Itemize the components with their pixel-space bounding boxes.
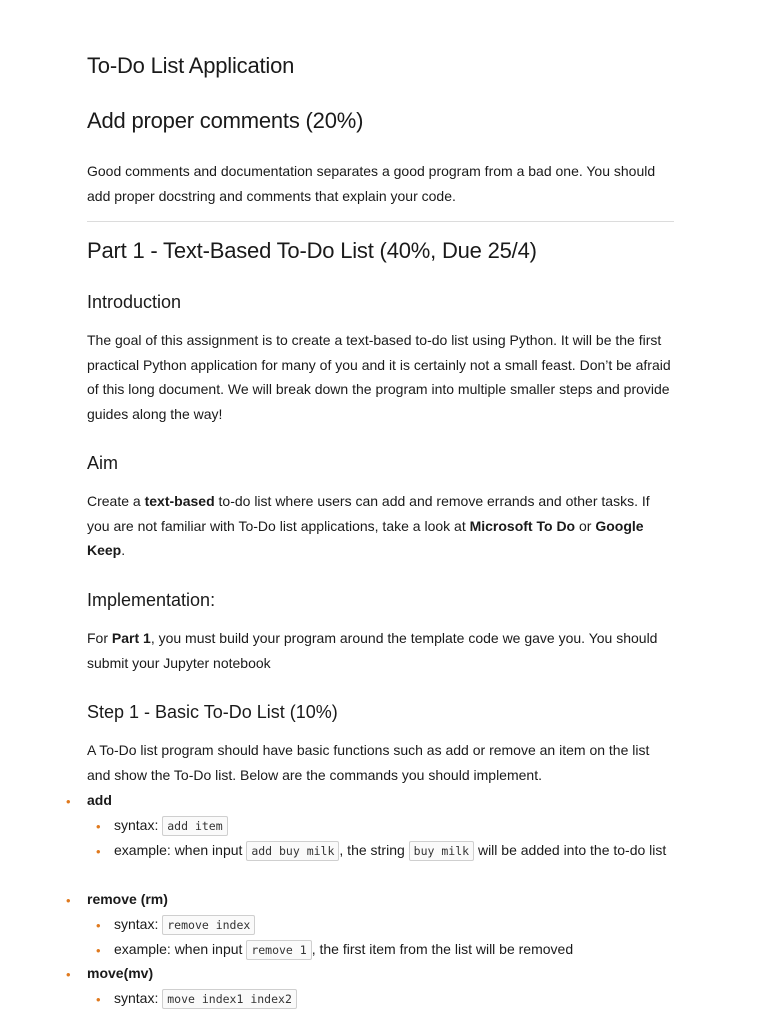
google-keep-emphasis: Google Keep xyxy=(87,517,644,558)
move-syntax-code: move index1 index2 xyxy=(162,989,297,1009)
bullet-icon: • xyxy=(66,893,71,908)
part1-heading: Part 1 - Text-Based To-Do List (40%, Due 25/4) xyxy=(87,238,537,263)
command-add: add xyxy=(87,792,112,808)
microsoft-todo-emphasis: Microsoft To Do xyxy=(469,517,576,534)
implementation-heading: Implementation: xyxy=(87,590,216,610)
bullet-icon: • xyxy=(96,992,101,1007)
step1-paragraph: A To-Do list program should have basic functions such as add or remove an item on the list and show the To-Do list. Below are the commands you should implement. xyxy=(87,742,650,783)
aim-heading: Aim xyxy=(87,453,118,473)
add-example-code: add buy milk xyxy=(246,841,339,861)
add-syntax-code: add item xyxy=(162,816,227,836)
aim-paragraph: Create a text-based to-do list where users can add and remove errands and other tasks. If you are not familiar with To-Do list applications, take a look at Microsoft To Do or Google Keep. xyxy=(87,493,650,558)
add-example: example: when input add buy milk , the string buy milk will be added into the to-do list xyxy=(114,838,674,864)
step1-heading: Step 1 - Basic To-Do List (10%) xyxy=(87,702,338,722)
implementation-paragraph: For Part 1, you must build your program around the template code we gave you. You should submit your Jupyter notebook xyxy=(87,630,658,671)
add-syntax: syntax: add item xyxy=(114,813,228,839)
remove-example: example: when input remove 1 , the first item from the list will be removed xyxy=(114,937,573,963)
introduction-paragraph: The goal of this assignment is to create a text-based to-do list using Python. It will be the first practical Python application for many of you and it is certainly not a small feast. Don’t be afraid of this long document. We will break down the program into multiple smaller steps and provide guides along the way! xyxy=(87,332,671,422)
add-example-string: buy milk xyxy=(409,841,474,861)
bullet-icon: • xyxy=(66,794,71,809)
bullet-icon: • xyxy=(96,844,101,859)
introduction-heading: Introduction xyxy=(87,292,182,312)
bullet-icon: • xyxy=(96,819,101,834)
text-based-emphasis: text-based xyxy=(144,493,215,509)
section-divider xyxy=(87,221,674,222)
bullet-icon: • xyxy=(96,918,101,933)
bullet-icon: • xyxy=(66,967,71,982)
remove-syntax: syntax: remove index xyxy=(114,912,255,938)
command-move: move(mv) xyxy=(87,965,154,981)
comments-paragraph: Good comments and documentation separates a good program from a bad one. You should add proper docstring and comments that explain your code. xyxy=(87,163,656,204)
page-title: To-Do List Application xyxy=(87,53,295,78)
bullet-icon: • xyxy=(96,943,101,958)
move-syntax: syntax: move index1 index2 xyxy=(114,986,297,1012)
command-remove: remove (rm) xyxy=(87,891,168,907)
comments-heading: Add proper comments (20%) xyxy=(87,108,364,133)
remove-syntax-code: remove index xyxy=(162,915,255,935)
part1-emphasis: Part 1 xyxy=(111,630,151,646)
remove-example-code: remove 1 xyxy=(246,940,311,960)
